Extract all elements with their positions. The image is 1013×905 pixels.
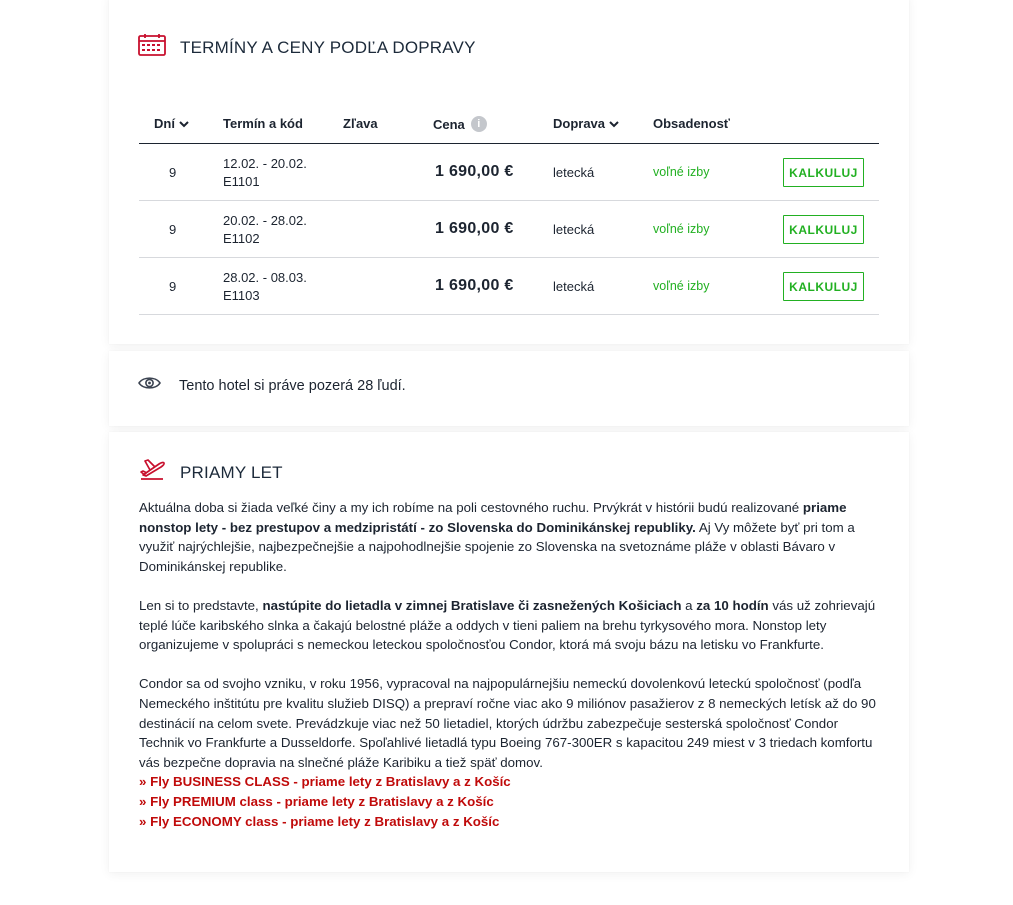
row-code: E1101 xyxy=(223,174,260,189)
paragraph: Len si to predstavte, nastúpite do lietadla v zimnej Bratislave či zasnežených Košiciach a za 10 hodín vás už zohrievajú teplé lúče karibského slnka a čakajú belostné pláže a oddych v tieni paliem na brehu tyrkysového mora. Nonstop lety organizujeme v spolupráci s nemeckou leteckou spoločnosťou Condor, ktorá má svoju bázu na letisku vo Frankfurte. xyxy=(139,597,876,653)
row-price: 1 690,00 € xyxy=(435,163,514,180)
flight-description xyxy=(139,498,884,831)
premium-class-link[interactable]: » Fly PREMIUM class - priame lety z Bratislavy a z Košíc xyxy=(139,793,494,809)
row-code: E1102 xyxy=(223,231,260,246)
row-dates: 20.02. - 28.02. xyxy=(223,213,307,228)
row-transport: letecká xyxy=(553,279,595,294)
row-days: 9 xyxy=(169,165,177,180)
table-row xyxy=(139,201,879,258)
flight-links xyxy=(139,772,884,831)
calculate-button[interactable]: KALKULUJ xyxy=(783,215,864,244)
row-price: 1 690,00 € xyxy=(435,220,514,237)
calculate-button[interactable]: KALKULUJ xyxy=(783,272,864,301)
table-header xyxy=(139,106,879,144)
viewers-notice xyxy=(109,351,909,426)
header-transport[interactable]: Doprava xyxy=(553,116,619,131)
calendar-icon xyxy=(138,34,166,61)
row-code: E1103 xyxy=(223,288,260,303)
chevron-down-icon xyxy=(179,116,189,131)
row-transport: letecká xyxy=(553,165,595,180)
row-dates: 28.02. - 08.03. xyxy=(223,270,307,285)
row-occupancy: voľné izby xyxy=(653,222,710,236)
row-days: 9 xyxy=(169,222,177,237)
table-row xyxy=(139,258,879,315)
viewers-text: Tento hotel si práve pozerá 28 ľudí. xyxy=(179,377,406,394)
row-transport: letecká xyxy=(553,222,595,237)
section-title: PRIAMY LET xyxy=(180,462,283,482)
prices-table xyxy=(139,106,879,315)
section-header xyxy=(138,458,283,487)
direct-flight-section xyxy=(109,432,909,872)
info-icon[interactable]: i xyxy=(471,116,487,132)
header-discount: Zľava xyxy=(343,116,378,131)
section-title: TERMÍNY A CENY PODĽA DOPRAVY xyxy=(180,37,476,57)
chevron-down-icon xyxy=(609,116,619,131)
economy-class-link[interactable]: » Fly ECONOMY class - priame lety z Bratislavy a z Košíc xyxy=(139,813,500,829)
header-term: Termín a kód xyxy=(223,116,303,131)
row-term xyxy=(223,269,307,305)
paragraph: Aktuálna doba si žiada veľké činy a my ich robíme na poli cestovného ruchu. Prvýkrát v histórii budú realizované priame nonstop lety - bez prestupov a medzipristátí - zo Slovenska do Dominikánskej republiky. Aj Vy môžete byť pri tom a využiť najrýchlejšie, najbezpečnejšie a najpohodlnejšie spojenie zo Slovenska na svetoznáme pláže v oblasti Bávaro v Dominikánskej republike. xyxy=(139,500,855,574)
row-dates: 12.02. - 20.02. xyxy=(223,156,307,171)
row-days: 9 xyxy=(169,279,177,294)
section-header xyxy=(138,34,476,61)
row-occupancy: voľné izby xyxy=(653,165,710,179)
row-term xyxy=(223,212,307,248)
business-class-link[interactable]: » Fly BUSINESS CLASS - priame lety z Bratislavy a z Košíc xyxy=(139,774,511,790)
row-price: 1 690,00 € xyxy=(435,277,514,294)
paragraph: Condor sa od svojho vzniku, v roku 1956, vypracoval na najpopulárnejšiu nemeckú dovolenkovú leteckú spoločnosť (podľa Nemeckého inštitútu pre kvalitu služieb DISQ) a prepraví ročne viac ako 9 miliónov pasažierov z 8 nemeckých letísk až do 90 destinácií na celom svete. Prevádzkuje viac než 50 lietadiel, ktorých údržbu zabezpečuje sesterská spoločnosť Condor Technik vo Frankfurte a Dusseldorfe. Spoľahlivé lietadlá typu Boeing 767-300ER s kapacitou 249 miest v 3 triedach komfortu vás bezpečne dopravia na slnečné pláže Karibiku a tiež späť domov. xyxy=(139,676,876,770)
calculate-button[interactable]: KALKULUJ xyxy=(783,158,864,187)
header-price: Cena i xyxy=(433,116,487,132)
table-row xyxy=(139,144,879,201)
header-days[interactable]: Dní xyxy=(154,116,189,131)
row-occupancy: voľné izby xyxy=(653,279,710,293)
header-occupancy: Obsadenosť xyxy=(653,116,731,131)
eye-icon xyxy=(138,375,161,396)
plane-icon xyxy=(138,458,166,487)
dates-prices-section xyxy=(109,0,909,344)
row-term xyxy=(223,155,307,191)
